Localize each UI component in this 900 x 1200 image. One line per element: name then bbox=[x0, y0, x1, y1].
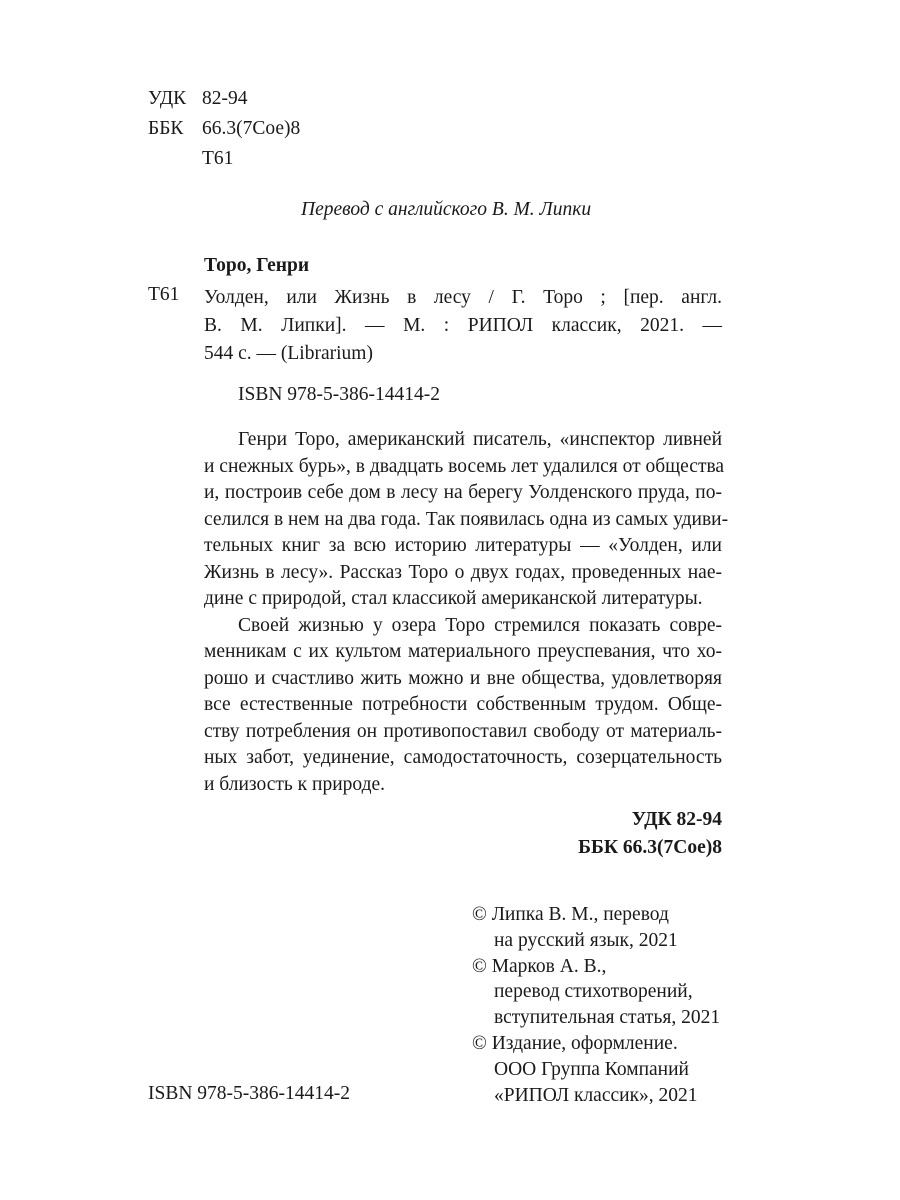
annotation-line: менникам с их культом материального преуспевания, что хо- bbox=[204, 641, 722, 662]
annotation-line: и, построив себе дом в лесу на берегу Уолденского пруда, по- bbox=[204, 482, 722, 503]
udk-value: 82-94 bbox=[202, 88, 248, 109]
bbk-value: 66.3(7Сое)8 bbox=[202, 118, 301, 139]
annotation-line: и близость к природе. bbox=[204, 773, 386, 795]
classification bbox=[578, 806, 722, 862]
udk-label: УДК bbox=[148, 88, 187, 109]
annotation-line: ных забот, уединение, самодостаточность, созерцательность bbox=[204, 747, 722, 768]
copyright-block bbox=[472, 902, 720, 1108]
copyright-line: ООО Группа Компаний bbox=[494, 1058, 689, 1080]
classification-bbk: ББК 66.3(7Сое)8 bbox=[578, 837, 722, 858]
annotation bbox=[204, 427, 729, 798]
copyright-line: перевод стихотворений, bbox=[494, 981, 693, 1003]
copyright-line: © Марков А. В., bbox=[472, 955, 607, 977]
header-codes bbox=[148, 84, 300, 174]
author-mark: Т61 bbox=[202, 148, 234, 169]
footer-isbn: ISBN 978-5-386-14414-2 bbox=[148, 1083, 351, 1104]
annotation-line: дине с природой, стал классикой американской литературы. bbox=[204, 588, 703, 609]
entry-author-mark: Т61 bbox=[148, 284, 180, 305]
copyright-line: вступительная статья, 2021 bbox=[494, 1007, 721, 1029]
entry-description bbox=[204, 284, 722, 368]
entry-isbn: ISBN 978-5-386-14414-2 bbox=[238, 384, 441, 405]
classification-udk: УДК 82-94 bbox=[631, 809, 722, 830]
annotation-line: Жизнь в лесу». Рассказ Торо о двух годах, проведенных нае- bbox=[204, 561, 722, 583]
copyright-line: на русский язык, 2021 bbox=[494, 929, 678, 951]
description-line: Уолден, или Жизнь в лесу / Г. Торо ; [пер. англ. bbox=[204, 287, 722, 308]
copyright-line: © Липка В. М., перевод bbox=[472, 904, 669, 925]
annotation-line: Своей жизнью у озера Торо стремился показать совре- bbox=[238, 614, 722, 636]
entry-author: Торо, Генри bbox=[204, 255, 310, 276]
annotation-line: Генри Торо, американский писатель, «инспектор ливней bbox=[238, 429, 722, 450]
translation-note: Перевод с английского В. М. Липки bbox=[301, 199, 592, 220]
copyright-line: «РИПОЛ классик», 2021 bbox=[494, 1084, 698, 1106]
description-line: В. М. Липки]. — М. : РИПОЛ классик, 2021. — bbox=[204, 315, 722, 336]
annotation-line: все естественные потребности собственным трудом. Обще- bbox=[204, 694, 722, 715]
description-line: 544 с. — (Librarium) bbox=[204, 343, 373, 364]
annotation-line: рошо и счастливо жить можно и вне общества, удовлетворяя bbox=[204, 667, 722, 689]
annotation-line: ству потребления он противопоставил свободу от материаль- bbox=[204, 720, 722, 742]
annotation-line: тельных книг за всю историю литературы — «Уолден, или bbox=[204, 535, 722, 556]
annotation-line: и снежных бурь», в двадцать восемь лет удалился от общества bbox=[204, 455, 725, 477]
bbk-label: ББК bbox=[148, 118, 184, 139]
annotation-line: селился в нем на два года. Так появилась одна из самых удиви- bbox=[204, 508, 729, 530]
copyright-line: © Издание, оформление. bbox=[472, 1032, 678, 1054]
